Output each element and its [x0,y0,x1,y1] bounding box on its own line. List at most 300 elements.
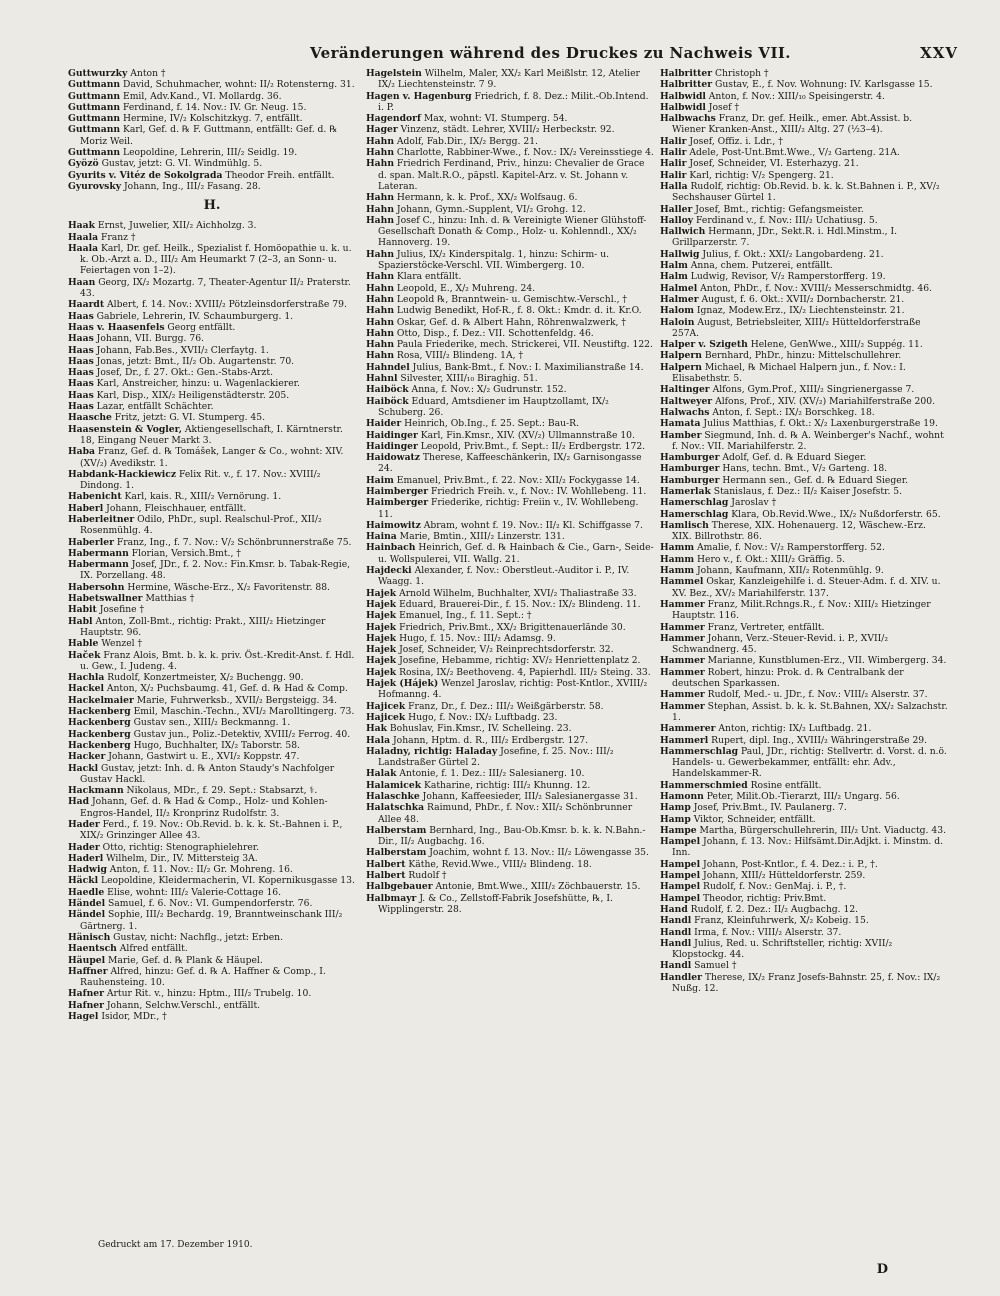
entry-details: Antonie, Bmt.Wwe., XIII/₂ Zöchbauerstr. 15. [432,881,641,893]
entry-name: Haak [68,220,95,232]
directory-entry [660,723,948,734]
page-title: Veränderungen während des Druckes zu Nachweis VII. [310,44,791,62]
entry-details: Antonie, f. 1. Dez.: III/₂ Salesianerg. 10. [396,768,585,780]
entry-name: Haiböck [366,395,409,407]
directory-entry [660,972,948,995]
entry-name: Haardt [68,299,105,311]
directory-entry [366,328,654,339]
entry-details: Karl, Fin.Kmsr., XIV. (XV/₂) Ullmannstraße 10. [417,429,635,441]
entry-details: Robert, hinzu: Prok. d. ℞ Centralbank der deutschen Sparkassen. [672,666,904,690]
entry-name: Hamburger [660,474,720,486]
entry-details: Silvester, XIII/₁₀ Biraghig. 51. [397,373,538,385]
entry-name: Gyurits v. Vitéz de Sokolgrada [68,169,223,181]
directory-entry [366,283,654,294]
entry-details: Florian, Versich.Bmt., † [128,547,241,559]
print-date: Gedruckt am 17. Dezember 1910. [98,1240,253,1250]
directory-entry [366,802,654,825]
entry-name: Haan [68,276,96,288]
entry-details: Rudolf, f. Nov.: GenMaj. i. P., †. [700,881,847,893]
entry-name: Hammerer [660,723,716,735]
entry-name: Hamm [660,553,695,565]
directory-entry [68,446,356,469]
entry-name: Hafner [68,999,104,1011]
entry-name: Hammer [660,632,705,644]
entry-details: Raimund, PhDr., f. Nov.: XII/₂ Schönbrunner Allee 48. [378,802,633,825]
entry-name: Haberler [68,536,114,548]
directory-entry [68,356,356,367]
directory-entry [660,893,948,904]
entry-name: Haltinger [660,384,710,396]
entry-name: Hackenberg [68,739,131,751]
directory-entry [660,633,948,656]
directory-entry [366,362,654,373]
directory-entry [68,638,356,649]
entry-name: Haiböck [366,384,409,396]
entry-name: Habdank-Hackiewicz [68,468,177,480]
entry-details: Ludwig Benedikt, Hof-R., f. 8. Okt.: Kmdr. d. it. Kr.O. [394,305,642,317]
entry-name: Hallwig [660,248,700,260]
entry-name: Haim [366,474,394,486]
entry-details: Martha, Bürgerschullehrerin, III/₂ Unt. Viaductg. 43. [696,824,947,836]
entry-name: Halbritter [660,79,713,91]
directory-entry [68,842,356,853]
directory-entry [660,384,948,395]
entry-name: Haas v. Haasenfels [68,321,165,333]
entry-name: Hahn [366,305,394,317]
entry-details: Amalie, f. Nov.: V/₂ Ramperstorfferg. 52. [694,542,885,554]
directory-entry [660,904,948,915]
entry-name: Halbwachs [660,113,716,125]
entry-details: Albert, f. 14. Nov.: XVIII/₂ Pötzleinsdorferstraße 79. [104,299,347,311]
entry-details: Josef, Schneider, V/₂ Reinprechtsdorferstr. 32. [396,644,614,656]
entry-details: Julius, f. Okt.: XXI/₂ Langobardeng. 21. [699,248,884,260]
entry-details: Rosine entfällt. [747,779,822,791]
directory-entry [366,701,654,712]
directory-entry [660,294,948,305]
directory-entry [366,610,654,621]
entry-name: Hackmann [68,785,124,797]
entry-details: Ferdinand v., f. Nov.: III/₂ Uchatiusg. 5. [693,214,878,226]
entry-details: Franz, Gef. d. ℞ Tomášek, Langer & Co., wohnt: XIV. (XV/₂) Avedikstr. 1. [80,446,344,469]
entry-name: Halwachs [660,406,710,418]
entry-details: Josefine † [96,604,145,616]
directory-entry [660,158,948,169]
entry-name: Gyözö [68,158,99,170]
entry-details: Johann, Gef. d. ℞ Had & Comp., Holz- und Kohlen-Engros-Handel, II/₂ Kronprinz Rudolfstr. 3. [80,796,328,819]
directory-entry [660,317,948,340]
directory-entry [366,859,654,870]
entry-details: Josef † [705,101,740,113]
entry-name: Hagelstein [366,68,422,79]
directory-entry [366,158,654,192]
directory-entry [68,147,356,158]
entry-name: Hammer [660,666,705,678]
directory-entry [68,401,356,412]
directory-entry [366,215,654,249]
directory-entry [68,311,356,322]
entry-name: Hahn [366,293,394,305]
entry-name: Haba [68,446,96,458]
entry-name: Haltweyer [660,395,713,407]
entry-details: Ernst, Juwelier, XII/₂ Aichholzg. 3. [94,220,257,232]
entry-details: Anton, richtig: IX/₂ Luftbadg. 21. [715,723,872,735]
entry-details: Johann, Hptm. d. R., III/₂ Erdbergstr. 127. [390,734,589,746]
entry-name: Haas [68,333,94,345]
entry-name: Guttmann [68,124,121,136]
entry-details: Gustav, nicht: Nachflg., jetzt: Erben. [110,931,284,943]
entry-details: Rupert, dipl. Ing., XVIII/₂ Währingerstraße 29. [708,734,928,746]
entry-name: Hager [366,124,398,136]
entry-name: Hajek [366,666,397,678]
column-1 [68,68,356,1238]
entry-name: Hamata [660,418,701,430]
entry-name: Halla [660,180,688,192]
directory-entry [660,430,948,453]
entry-details: Alfons, Prof., XIV. (XV/₂) Mariahilferstraße 200. [712,395,936,407]
entry-details: Wilhelm, Dir., IV. Mittersteig 3A. [103,852,258,864]
entry-details: Gabriele, Lehrerin, IV. Schaumburgerg. 1. [93,310,294,322]
entry-details: Hermann sen., Gef. d. ℞ Eduard Sieger. [719,474,908,486]
directory-entry [68,469,356,492]
directory-entry [660,881,948,892]
directory-entry [366,418,654,429]
entry-name: Halmer [660,293,699,305]
entry-details: Alfred entfällt. [116,943,188,955]
entry-name: Hahn [366,214,394,226]
directory-entry [68,943,356,954]
directory-entry [68,864,356,875]
entry-details: Johann, Kaffeesieder, III/₂ Salesianergasse 31. [419,791,638,802]
entry-details: Michael, ℞ Michael Halpern jun., f. Nov.: I. Elisabethstr. 5. [672,361,906,385]
directory-entry [366,430,654,441]
directory-entry [366,91,654,114]
entry-name: Hamerschlag [660,508,729,520]
entry-details: Oskar, Kanzleigehilfe i. d. Steuer-Adm. f. d. XIV. u. XV. Bez., XV/₂ Mariahilferstr. 137. [672,576,941,599]
entry-name: Hammel [660,576,704,588]
directory-entry [68,367,356,378]
entry-name: Haloin [660,316,695,328]
entry-details: Klara entfällt. [394,271,462,283]
entry-details: Leopoldine, Kleidermacherin, VI. Kopernikusgasse 13. [98,875,355,887]
entry-details: Peter, Milit.Ob.-Tierarzt, III/₂ Ungarg. 56. [703,791,900,802]
entry-details: Sophie, III/₂ Bechardg. 19, Branntweinschank III/₂ Gärtnerg. 1. [80,909,343,932]
entry-details: Hugo, f. 15. Nov.: III/₂ Adamsg. 9. [396,632,556,644]
directory-entry [366,780,654,791]
entry-details: Elise, wohnt: III/₂ Valerie-Cottage 16. [104,886,282,898]
entry-name: Halbmayr [366,892,417,904]
entry-details: J. & Co., Zellstoff-Fabrik Josefshütte, ℞, I. Wipplingerstr. 28. [378,892,613,915]
entry-details: Josefine, Hebamme, richtig: XV/₂ Henriettenplatz 2. [396,655,641,667]
directory-columns [68,68,960,1238]
entry-name: Hackenberg [68,717,131,729]
entry-details: Hermann, JDr., Sekt.R. i. Hdl.Minstm., I. Grillparzerstr. 7. [672,226,898,249]
entry-details: Josef, Priv.Bmt., IV. Paulanerg. 7. [690,802,847,814]
entry-details: Rudolf, Med.- u. JDr., f. Nov.: VIII/₂ Alserstr. 37. [704,689,928,701]
directory-entry [366,622,654,633]
entry-details: Oskar, Gef. d. ℞ Albert Hahn, Röhrenwalzwerk, † [394,316,626,328]
directory-entry [68,695,356,706]
entry-details: Karl, Gef. d. ℞ F. Guttmann, entfällt: Gef. d. ℞ Moriz Weil. [80,124,338,147]
directory-entry [660,689,948,700]
entry-name: Halir [660,147,687,159]
entry-name: Handl [660,937,692,949]
directory-entry [660,780,948,791]
entry-details: Marie, Bmtin., XIII/₂ Linzerstr. 131. [396,531,565,543]
directory-entry [68,333,356,344]
entry-details: Hans, techn. Bmt., V/₂ Garteng. 18. [719,463,888,475]
entry-name: Hammerschlag [660,745,739,757]
entry-name: Hak [366,723,387,735]
directory-entry [68,537,356,548]
entry-name: Hamlisch [660,519,709,531]
entry-name: Halmel [660,282,698,294]
directory-entry [366,735,654,746]
directory-entry [68,955,356,966]
entry-name: Halak [366,768,397,780]
entry-details: Julius, Red. u. Schriftsteller, richtig: XVII/₂ Klopstockg. 44. [672,937,893,961]
directory-entry [366,384,654,395]
entry-name: Hand [660,903,688,915]
directory-entry [68,593,356,604]
entry-details: Wilhelm, Maler, XX/₂ Karl Meißlstr. 12, Atelier IX/₂ Liechtensteinstr. 7 9. [378,68,640,91]
directory-entry [366,633,654,644]
entry-name: Hajek [366,644,397,656]
entry-details: Josef, Dr., f. 27. Okt.: Gen.-Stabs-Arzt. [93,367,274,379]
entry-name: Hainbach [366,542,416,554]
directory-entry [68,740,356,751]
entry-name: Hampel [660,870,701,882]
entry-name: Haberleitner [68,513,135,525]
directory-entry [366,893,654,916]
entry-details: Leopoldine, Lehrerin, III/₂ Seidlg. 19. [120,147,298,159]
directory-entry [660,396,948,407]
directory-entry [68,79,356,90]
entry-details: Emil, Maschin.-Techn., XVI/₂ Marolltingerg. 73. [130,706,355,718]
entry-name: Habit [68,604,97,616]
directory-entry [366,847,654,858]
entry-name: Haberl [68,502,104,514]
entry-details: Nikolaus, MDr., f. 29. Sept.: Stabsarzt, ⚕. [123,785,318,797]
entry-name: Halaschke [366,791,420,802]
entry-name: Handl [660,926,692,938]
entry-name: Häupel [68,954,106,966]
directory-entry [660,249,948,260]
entry-details: Emil, Adv.Kand., VI. Mollardg. 36. [120,90,282,102]
entry-name: Hackenberg [68,728,131,740]
entry-details: Friedrich Ferdinand, Priv., hinzu: Chevalier de Grace d. span. Malt.R.O., päpstl. Kapitel-Arz. v. St. Johann v. Lateran. [378,158,645,192]
entry-name: Hampel [660,858,701,870]
entry-name: Hampel [660,881,701,893]
entry-name: Hajek [366,632,397,644]
directory-entry [660,735,948,746]
entry-name: Hadwig [68,864,107,876]
directory-entry [366,147,654,158]
directory-entry [68,113,356,124]
entry-name: Haček [68,649,101,661]
entry-details: Karl, richtig: V/₂ Spengerg. 21. [686,169,834,181]
entry-details: Marie, Gef. d. ℞ Plank & Häupel. [105,954,263,966]
directory-entry [660,814,948,825]
entry-details: Rudolf † [405,870,447,882]
directory-entry [68,68,356,79]
entry-details: Vinzenz, städt. Lehrer, XVIII/₂ Herbeckstr. 92. [397,124,615,136]
directory-entry [68,299,356,310]
directory-entry [68,751,356,762]
entry-details: Ferdinand, f. 14. Nov.: IV. Gr. Neug. 15. [120,101,307,113]
directory-entry [68,853,356,864]
entry-name: Haas [68,367,94,379]
entry-details: Eduard, Amtsdiener im Hauptzollamt, IX/₂ Schuberg. 26. [378,395,609,418]
entry-name: Halm [660,271,688,283]
entry-name: Guttmann [68,113,121,125]
entry-name: Halbritter [660,68,713,79]
directory-entry [660,859,948,870]
entry-name: Hammerl [660,734,709,746]
directory-entry [366,870,654,881]
entry-details: Johann, Kaufmann, XII/₂ Rotenmühlg. 9. [694,565,884,577]
entry-details: Gustav sen., XIII/₂ Beckmanng. 1. [130,717,291,729]
directory-entry [68,220,356,231]
entry-name: Haimowitz [366,519,421,531]
directory-entry [68,243,356,277]
entry-details: Viktor, Schneider, entfällt. [690,813,816,825]
entry-details: Johann, Fab.Bes., XVII/₂ Clerfaytg. 1. [93,344,269,356]
entry-name: Haas [68,355,94,367]
entry-details: Johann, f. 13. Nov.: Hilfsämt.Dir.Adjkt. i. Minstm. d. Inn. [672,836,944,859]
entry-details: Karl, Disp., XIX/₂ Heiligenstädterstr. 205. [93,389,290,401]
directory-entry [68,932,356,943]
entry-name: Halir [660,135,687,147]
entry-name: Hamber [660,429,702,441]
entry-details: Alfons, Gym.Prof., XIII/₂ Singrienergasse 7. [709,384,915,396]
directory-entry [660,870,948,881]
entry-details: Hero v., f. Okt.: XIII/₂ Gräffig. 5. [694,553,846,565]
entry-details: Rosa, VIII/₂ Blindeng. 1A, † [394,350,524,362]
entry-details: Abram, wohnt f. 19. Nov.: II/₂ Kl. Schiffgasse 7. [420,519,643,531]
entry-name: Halloy [660,214,694,226]
entry-name: Hammer [660,689,705,701]
entry-name: Haladny, richtig: Haladay [366,745,498,757]
directory-entry [366,644,654,655]
directory-entry [660,305,948,316]
entry-details: Ludwig, Revisor, V/₂ Ramperstorfferg. 19. [687,271,886,283]
entry-details: Franz, Kleinfuhrwerk, X/₂ Kobeig. 15. [691,915,869,927]
directory-entry [660,486,948,497]
entry-name: Hagendorf [366,113,421,125]
directory-entry [68,491,356,502]
directory-entry [660,576,948,599]
directory-entry [660,915,948,926]
entry-name: Handl [660,915,692,927]
entry-name: Guttmann [68,90,121,102]
entry-details: Anton, f. Nov.: XIII/₁₀ Speisingerstr. 4. [705,90,885,102]
directory-entry [660,938,948,961]
directory-entry [366,746,654,769]
entry-details: David, Schuhmacher, wohnt: II/₂ Rotensterng. 31. [120,79,355,91]
entry-details: Johann, Post-Kntlor., f. 4. Dez.: i. P., †. [700,858,878,870]
directory-entry [68,717,356,728]
entry-name: Hahn [366,158,394,170]
directory-entry [660,927,948,938]
directory-entry [660,452,948,463]
entry-name: Haimberger [366,497,429,509]
entry-name: Had [68,796,90,808]
directory-entry [68,91,356,102]
entry-name: Hajek [366,655,397,667]
directory-entry [660,147,948,158]
directory-entry [68,796,356,819]
entry-name: Hahn [366,339,394,351]
directory-entry [68,683,356,694]
directory-entry [660,113,948,136]
entry-name: Hader [68,819,100,830]
entry-details: Rudolf, richtig: Ob.Revid. b. k. k. St.Bahnen i. P., XV/₂ Sechshauser Gürtel 1. [672,180,940,204]
entry-name: Haina [366,531,397,543]
directory-entry [366,768,654,779]
entry-details: Katharine, richtig: III/₂ Khunng. 12. [421,779,591,791]
directory-entry [68,559,356,582]
directory-entry [68,966,356,989]
directory-entry [68,102,356,113]
entry-details: Ferd., f. 19. Nov.: Ob.Revid. b. k. k. St.-Bahnen i. P., XIX/₂ Grinzinger Allee 43. [80,819,343,842]
entry-name: Hamm [660,542,695,554]
directory-entry [68,898,356,909]
column-2 [366,68,654,1238]
entry-details: Josef, JDr., f. 2. Nov.: Fin.Kmsr. b. Tabak-Regie, IX. Porzellang. 48. [80,559,351,582]
entry-details: Anton, f. 11. Nov.: II/₂ Gr. Mohreng. 16. [106,864,293,876]
directory-entry [68,706,356,717]
entry-details: Ignaz, Modew.Erz., IX/₂ Liechtensteinstr. 21. [693,305,905,317]
directory-entry [660,271,948,282]
entry-name: Hamp [660,813,691,825]
entry-name: Hajek [366,587,397,599]
directory-entry [660,362,948,385]
entry-name: Hammer [660,598,705,610]
directory-entry [68,785,356,796]
entry-details: August, Betriebsleiter, XIII/₂ Hütteldorferstraße 257A. [672,316,921,339]
entry-details: Johann, Gastwirt u. E., XVI/₂ Koppstr. 47. [105,751,300,763]
entry-details: Therese, XIX. Hohenauerg. 12, Wäschew.-Erz. XIX. Billrothstr. 86. [672,519,926,543]
entry-details: Adolf, Gef. d. ℞ Eduard Sieger. [719,452,867,464]
directory-entry [366,339,654,350]
entry-details: Karl, Dr. gef. Heilk., Spezialist f. Homöopathie u. k. u. k. Ob.-Arzt a. D., III/₂ Am Heumarkt 7 (2–3, an Sonn- u. Feiertagen von 1–2). [80,242,352,277]
entry-name: Hammer [660,700,705,712]
directory-entry [660,509,948,520]
entry-name: Hajicek [366,711,406,723]
entry-name: Hahn [366,316,394,328]
entry-details: Charlotte, Rabbiner-Wwe., f. Nov.: IX/₂ Vereinsstiege 4. [394,147,654,159]
entry-details: Leopold, E., X/₂ Muhreng. 24. [394,282,536,294]
entry-name: Hagel [68,1011,99,1023]
entry-name: Haidowatz [366,452,420,464]
entry-details: Josef C., hinzu: Inh. d. ℞ Vereinigte Wiener Glühstoff-Gesellschaft Donath & Comp., Holz- u. Kohlenndl., XX/₂ Hannoverg. 19. [378,214,647,249]
entry-name: Guttwurzky [68,68,128,79]
entry-details: Therese, IX/₂ Franz Josefs-Bahnstr. 25, f. Nov.: IX/₂ Nußg. 12. [672,971,941,995]
entry-details: Georg, IX/₂ Mozartg. 7, Theater-Agentur II/₂ Praterstr. 43. [80,276,351,300]
directory-entry [366,136,654,147]
entry-name: Hajicek [366,700,406,712]
entry-name: Halbwidl [660,101,706,113]
entry-name: Haala [68,242,99,254]
signature-letter: D [876,1262,888,1277]
entry-name: Hahndel [366,361,410,373]
entry-name: Hallwich [660,226,706,238]
directory-entry [366,565,654,588]
entry-name: Gyurovsky [68,180,122,192]
entry-details: Bernhard, Ing., Bau-Ob.Kmsr. b. k. k. N.Bahn.-Dir., II/₂ Augbachg. 16. [378,824,646,848]
entry-name: Hajek [366,598,397,610]
entry-details: Christoph † [712,68,769,79]
